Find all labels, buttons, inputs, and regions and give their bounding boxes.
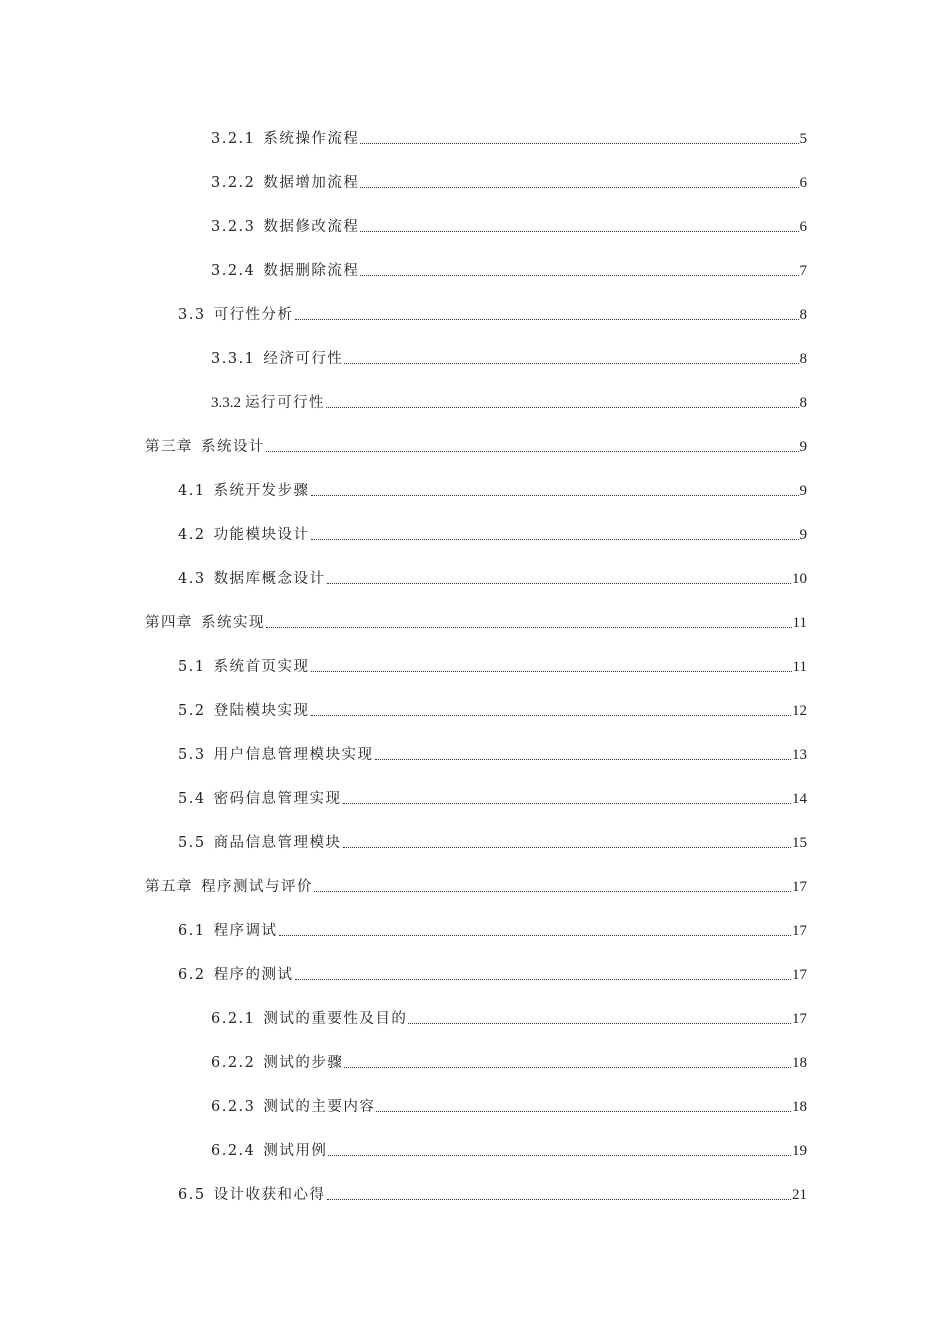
toc-entry-page: 9 — [799, 527, 807, 543]
toc-entry-title: 用户信息管理模块实现 — [213, 747, 374, 763]
toc-entry-page: 8 — [799, 395, 807, 411]
toc-entry-number: 3.3 — [178, 307, 206, 323]
toc-entry[interactable] — [211, 1049, 807, 1073]
toc-entry-page: 12 — [792, 703, 807, 719]
dot-leader — [360, 129, 798, 149]
dot-leader — [266, 437, 799, 457]
toc-entry[interactable] — [178, 301, 807, 325]
toc-entry[interactable] — [178, 829, 807, 853]
toc-entry-title: 经济可行性 — [263, 351, 344, 367]
toc-entry[interactable] — [211, 1005, 807, 1029]
toc-entry-page: 17 — [792, 967, 807, 983]
toc-entry[interactable] — [178, 741, 807, 765]
toc-entry-page: 14 — [792, 791, 807, 807]
toc-entry-page: 17 — [792, 923, 807, 939]
toc-entry-number: 4.2 — [178, 527, 206, 543]
toc-entry-page: 13 — [792, 747, 807, 763]
toc-entry-number: 6.5 — [178, 1187, 206, 1203]
toc-entry[interactable] — [178, 521, 807, 545]
toc-entry-title: 登陆模块实现 — [213, 703, 310, 719]
dot-leader — [343, 833, 791, 853]
toc-entry-title: 系统设计 — [201, 439, 265, 455]
toc-entry-title: 数据修改流程 — [263, 219, 360, 235]
toc-entry-number: 3.2.4 — [211, 263, 256, 279]
toc-entry-page: 21 — [792, 1187, 807, 1203]
toc-entry-page: 19 — [792, 1143, 807, 1159]
toc-entry-number: 5.2 — [178, 703, 206, 719]
toc-entry-title: 系统首页实现 — [213, 659, 310, 675]
toc-entry[interactable] — [178, 697, 807, 721]
toc-entry-title: 数据删除流程 — [263, 263, 360, 279]
toc-entry[interactable] — [211, 389, 807, 413]
toc-entry-number: 3.2.1 — [211, 131, 256, 147]
toc-entry-title: 程序的测试 — [213, 967, 294, 983]
toc-entry-number: 5.5 — [178, 835, 206, 851]
toc-entry[interactable] — [178, 1181, 807, 1205]
toc-entry-number: 3.3.1 — [211, 351, 256, 367]
dot-leader — [328, 1141, 791, 1161]
dot-leader — [376, 1097, 791, 1117]
toc-entry[interactable] — [145, 873, 807, 897]
toc-entry-page: 9 — [799, 483, 807, 499]
toc-entry[interactable] — [211, 1093, 807, 1117]
toc-entry-page: 6 — [799, 175, 807, 191]
toc-entry-title: 测试的步骤 — [263, 1055, 344, 1071]
toc-entry-title: 程序调试 — [213, 923, 278, 939]
toc-entry[interactable] — [145, 609, 807, 633]
toc-entry-page: 18 — [792, 1055, 807, 1071]
dot-leader — [295, 965, 791, 985]
toc-entry-number: 5.1 — [178, 659, 206, 675]
toc-entry[interactable] — [178, 917, 807, 941]
toc-entry-title: 测试的重要性及目的 — [263, 1011, 408, 1027]
dot-leader — [360, 261, 798, 281]
toc-entry-title: 密码信息管理实现 — [213, 791, 342, 807]
toc-entry-page: 8 — [799, 307, 807, 323]
toc-entry-number: 6.1 — [178, 923, 206, 939]
toc-entry[interactable] — [211, 169, 807, 193]
toc-entry-title: 数据增加流程 — [263, 175, 360, 191]
toc-entry-title: 商品信息管理模块 — [213, 835, 342, 851]
toc-entry-title: 可行性分析 — [213, 307, 294, 323]
dot-leader — [360, 173, 798, 193]
dot-leader — [311, 525, 799, 545]
toc-entry-number: 5.4 — [178, 791, 206, 807]
dot-leader — [344, 349, 798, 369]
toc-entry-number: 3.2.3 — [211, 219, 256, 235]
dot-leader — [311, 657, 792, 677]
toc-entry-title: 功能模块设计 — [213, 527, 310, 543]
toc-entry-title: 测试的主要内容 — [263, 1099, 376, 1115]
toc-entry-number: 4.1 — [178, 483, 206, 499]
toc-entry[interactable] — [211, 257, 807, 281]
toc-entry-number: 6.2.1 — [211, 1011, 256, 1027]
dot-leader — [327, 569, 791, 589]
dot-leader — [314, 877, 791, 897]
dot-leader — [311, 481, 799, 501]
dot-leader — [375, 745, 791, 765]
dot-leader — [279, 921, 791, 941]
toc-entry-number: 6.2.3 — [211, 1099, 256, 1115]
toc-entry-number: 3.3.2 — [211, 395, 241, 411]
toc-entry[interactable] — [211, 213, 807, 237]
toc-entry[interactable] — [211, 125, 807, 149]
toc-entry-page: 7 — [799, 263, 807, 279]
toc-entry[interactable] — [178, 653, 807, 677]
toc-entry-number: 第三章 — [145, 439, 193, 455]
toc-entry-page: 10 — [792, 571, 807, 587]
dot-leader — [295, 305, 799, 325]
toc-entry-page: 11 — [792, 615, 807, 631]
toc-entry-title: 运行可行性 — [245, 395, 325, 411]
toc-entry-title: 系统操作流程 — [263, 131, 360, 147]
toc-entry-title: 程序测试与评价 — [201, 879, 313, 895]
toc-entry-number: 6.2.2 — [211, 1055, 256, 1071]
toc-entry-page: 9 — [799, 439, 807, 455]
toc-entry-title: 测试用例 — [263, 1143, 328, 1159]
toc-entry-number: 第四章 — [145, 615, 193, 631]
toc-entry-page: 11 — [792, 659, 807, 675]
toc-entry[interactable] — [211, 1137, 807, 1161]
dot-leader — [343, 789, 791, 809]
toc-entry-page: 8 — [799, 351, 807, 367]
toc-entry-page: 5 — [799, 131, 807, 147]
toc-entry-page: 17 — [792, 879, 807, 895]
toc-entry-title: 系统实现 — [201, 615, 265, 631]
dot-leader — [326, 393, 799, 413]
toc-entry-title: 系统开发步骤 — [213, 483, 310, 499]
toc-entry-number: 第五章 — [145, 879, 193, 895]
toc-entry-page: 15 — [792, 835, 807, 851]
toc-entry-number: 6.2 — [178, 967, 206, 983]
dot-leader — [327, 1185, 791, 1205]
toc-entry-number: 5.3 — [178, 747, 206, 763]
toc-entry-number: 6.2.4 — [211, 1143, 256, 1159]
toc-entry-page: 17 — [792, 1011, 807, 1027]
dot-leader — [311, 701, 791, 721]
toc-entry[interactable] — [178, 785, 807, 809]
toc-entry[interactable] — [145, 433, 807, 457]
dot-leader — [408, 1009, 791, 1029]
toc-entry[interactable] — [211, 345, 807, 369]
toc-entry[interactable] — [178, 477, 807, 501]
toc-entry[interactable] — [178, 565, 807, 589]
dot-leader — [266, 613, 792, 633]
toc-entry-title: 设计收获和心得 — [213, 1187, 326, 1203]
dot-leader — [360, 217, 798, 237]
toc-entry-page: 18 — [792, 1099, 807, 1115]
toc-entry-page: 6 — [799, 219, 807, 235]
toc-entry-number: 4.3 — [178, 571, 206, 587]
toc-entry-number: 3.2.2 — [211, 175, 256, 191]
dot-leader — [344, 1053, 791, 1073]
toc-entry-title: 数据库概念设计 — [213, 571, 326, 587]
toc-entry[interactable] — [178, 961, 807, 985]
